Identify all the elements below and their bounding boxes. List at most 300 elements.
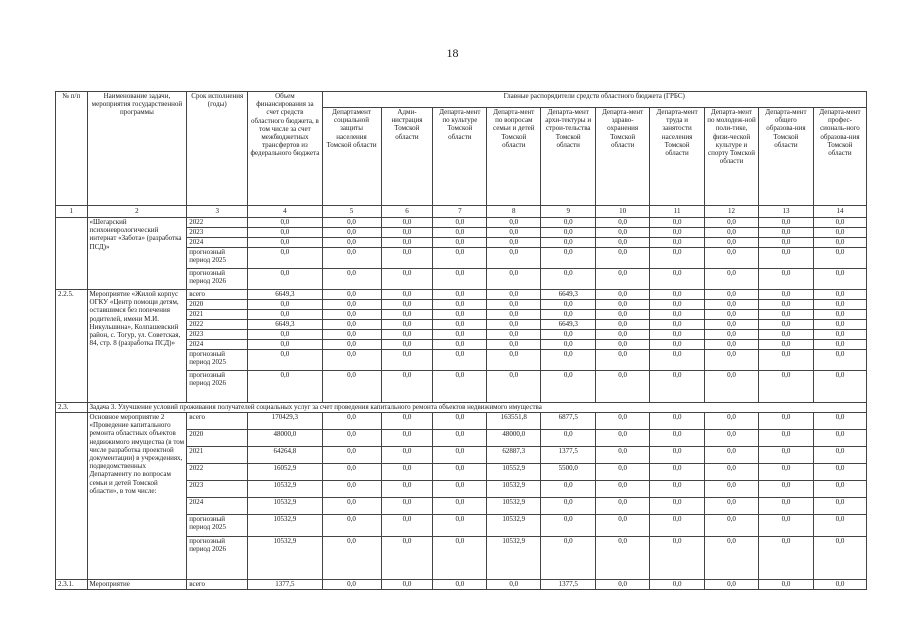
row-value: 0,0: [705, 290, 759, 300]
row-value: 0,0: [650, 413, 705, 430]
header-volume: Объем финансирования за счет средств областного бюджета, в том числе за счет межбюджетных трансфертов из федерального бюджета: [248, 92, 322, 206]
row-value: 0,0: [813, 300, 866, 310]
row-value: 0,0: [487, 371, 541, 403]
row-value: 0,0: [541, 330, 596, 340]
row-value: 0,0: [322, 248, 381, 269]
row-value: 0,0: [596, 330, 650, 340]
row-period: 2020: [187, 300, 248, 310]
row-value: 0,0: [322, 430, 381, 447]
row-value: 0,0: [248, 300, 322, 310]
row-value: 170429,3: [248, 413, 322, 430]
row-value: 0,0: [650, 537, 705, 580]
header-grbs-9: Департа-мент общего образова-ния Томской области: [758, 108, 813, 206]
row-value: 0,0: [705, 537, 759, 580]
row-value: 0,0: [322, 498, 381, 515]
row-value: 0,0: [705, 218, 759, 228]
row-value: 0,0: [381, 238, 433, 248]
row-value: 0,0: [381, 350, 433, 371]
row-value: 0,0: [433, 447, 487, 464]
row-value: 0,0: [650, 290, 705, 300]
table-row: [56, 413, 867, 430]
row-value: 0,0: [541, 340, 596, 350]
row-value: 0,0: [596, 340, 650, 350]
header-period: Срок исполнения (годы): [187, 92, 248, 206]
header-index-cell: 4: [248, 206, 322, 218]
row-period: 2022: [187, 218, 248, 228]
row-value: 0,0: [650, 300, 705, 310]
row-period: 2021: [187, 310, 248, 320]
row-value: 0,0: [705, 481, 759, 498]
row-value: 0,0: [813, 340, 866, 350]
row-value: 0,0: [596, 320, 650, 330]
row-value: 10532,9: [487, 537, 541, 580]
table-body: [56, 218, 867, 590]
row-value: 0,0: [705, 248, 759, 269]
row-value: 0,0: [248, 350, 322, 371]
row-value: 0,0: [322, 447, 381, 464]
row-value: 0,0: [596, 248, 650, 269]
row-value: 0,0: [322, 218, 381, 228]
row-value: 0,0: [813, 515, 866, 537]
row-value: 0,0: [541, 537, 596, 580]
table-row: [56, 580, 867, 590]
row-period: 2024: [187, 238, 248, 248]
header-index-cell: 13: [758, 206, 813, 218]
row-value: 0,0: [322, 320, 381, 330]
row-value: 0,0: [322, 310, 381, 320]
row-period: 2022: [187, 320, 248, 330]
row-value: 10532,9: [248, 498, 322, 515]
row-value: 0,0: [758, 238, 813, 248]
row-value: 64264,8: [248, 447, 322, 464]
row-value: 0,0: [487, 228, 541, 238]
row-period: 2023: [187, 330, 248, 340]
row-value: 0,0: [813, 430, 866, 447]
row-value: 0,0: [705, 269, 759, 290]
row-value: 6649,3: [248, 320, 322, 330]
row-value: 0,0: [596, 269, 650, 290]
row-value: 0,0: [381, 320, 433, 330]
header-grbs-4: Департа-мент по вопросам семьи и детей Томской области: [487, 108, 541, 206]
row-value: 0,0: [650, 248, 705, 269]
row-value: 0,0: [758, 498, 813, 515]
row-value: 0,0: [381, 464, 433, 481]
row-value: 0,0: [381, 248, 433, 269]
row-value: 0,0: [813, 413, 866, 430]
row-value: 0,0: [705, 447, 759, 464]
row-value: 0,0: [381, 290, 433, 300]
row-value: 0,0: [541, 371, 596, 403]
row-value: 0,0: [650, 350, 705, 371]
row-value: 0,0: [758, 430, 813, 447]
row-value: 0,0: [381, 515, 433, 537]
row-value: 0,0: [596, 371, 650, 403]
row-value: 0,0: [433, 515, 487, 537]
row-period: всего: [187, 580, 248, 590]
row-value: 0,0: [248, 371, 322, 403]
row-value: 0,0: [322, 464, 381, 481]
row-value: 0,0: [433, 330, 487, 340]
row-value: 0,0: [813, 320, 866, 330]
row-value: 0,0: [433, 413, 487, 430]
task-text: Задача 3. Улучшение условий проживания получателей социальных услуг за счет проведения капитального ремонта объектов недвижимого имущества: [87, 403, 866, 413]
row-value: 0,0: [487, 290, 541, 300]
row-value: 0,0: [248, 218, 322, 228]
row-value: 0,0: [813, 464, 866, 481]
row-value: 0,0: [596, 218, 650, 228]
row-value: 0,0: [813, 228, 866, 238]
row-value: 0,0: [650, 371, 705, 403]
row-value: 0,0: [433, 320, 487, 330]
row-value: 0,0: [381, 269, 433, 290]
row-value: 0,0: [758, 515, 813, 537]
row-value: 0,0: [813, 537, 866, 580]
row-value: 0,0: [758, 310, 813, 320]
header-index-cell: 8: [487, 206, 541, 218]
row-value: 0,0: [705, 580, 759, 590]
row-value: 0,0: [758, 248, 813, 269]
row-value: 0,0: [813, 269, 866, 290]
row-value: 0,0: [813, 290, 866, 300]
row-value: 6649,3: [248, 290, 322, 300]
row-value: 0,0: [433, 340, 487, 350]
row-value: 10532,9: [248, 515, 322, 537]
row-value: 0,0: [248, 340, 322, 350]
row-value: 0,0: [381, 330, 433, 340]
row-value: 0,0: [758, 340, 813, 350]
row-value: 0,0: [322, 238, 381, 248]
row-value: 0,0: [650, 515, 705, 537]
row-value: 0,0: [541, 310, 596, 320]
row-number: [56, 218, 88, 290]
row-value: 0,0: [322, 290, 381, 300]
header-index-cell: 9: [541, 206, 596, 218]
row-value: 163551,8: [487, 413, 541, 430]
row-value: 0,0: [650, 310, 705, 320]
row-period: прогнозный период 2026: [187, 371, 248, 403]
row-period: 2023: [187, 481, 248, 498]
row-value: 0,0: [322, 537, 381, 580]
row-value: 0,0: [381, 481, 433, 498]
row-value: 0,0: [433, 464, 487, 481]
row-value: 0,0: [487, 238, 541, 248]
row-value: 48000,0: [248, 430, 322, 447]
header-index-cell: 7: [433, 206, 487, 218]
header-index-cell: 5: [322, 206, 381, 218]
row-value: 0,0: [596, 228, 650, 238]
row-value: 48000,0: [487, 430, 541, 447]
row-period: 2023: [187, 228, 248, 238]
header-index-cell: 6: [381, 206, 433, 218]
row-value: 0,0: [541, 300, 596, 310]
row-value: 0,0: [813, 498, 866, 515]
row-name: «Шегарский психоневрологический интернат «Забота» (разработка ПСД)»: [87, 218, 187, 290]
row-value: 0,0: [433, 300, 487, 310]
row-value: 0,0: [487, 320, 541, 330]
header-grbs-6: Департа-мент здраво-охранения Томской области: [596, 108, 650, 206]
row-value: 0,0: [813, 447, 866, 464]
row-value: 0,0: [381, 300, 433, 310]
row-value: 0,0: [705, 330, 759, 340]
row-value: 0,0: [433, 228, 487, 238]
row-value: 0,0: [248, 269, 322, 290]
header-index-cell: 1: [56, 206, 88, 218]
header-grbs-1: Департамент социальной защиты населения Томской области: [322, 108, 381, 206]
row-number: [56, 413, 88, 580]
row-value: 0,0: [541, 228, 596, 238]
row-value: 0,0: [433, 580, 487, 590]
row-name: Мероприятие: [87, 580, 187, 590]
row-period: всего: [187, 290, 248, 300]
row-value: 0,0: [433, 498, 487, 515]
row-value: 0,0: [322, 269, 381, 290]
row-period: 2020: [187, 430, 248, 447]
row-value: 0,0: [322, 481, 381, 498]
row-period: 2022: [187, 464, 248, 481]
row-value: 0,0: [381, 413, 433, 430]
row-value: 0,0: [758, 228, 813, 238]
row-value: 0,0: [596, 238, 650, 248]
row-value: 0,0: [596, 481, 650, 498]
row-value: 62887,3: [487, 447, 541, 464]
row-value: 0,0: [650, 269, 705, 290]
row-value: 0,0: [596, 350, 650, 371]
row-value: 0,0: [813, 310, 866, 320]
header-grbs-10: Департа-мент профес-сиональ-ного образова-ния Томской области: [813, 108, 866, 206]
row-value: 0,0: [487, 350, 541, 371]
row-value: 0,0: [596, 447, 650, 464]
row-value: 6649,3: [541, 320, 596, 330]
row-value: 0,0: [650, 218, 705, 228]
budget-table: [55, 91, 867, 590]
page-number: 18: [446, 46, 459, 60]
row-value: 0,0: [758, 464, 813, 481]
header-grbs-5: Департа-мент архи-тектуры и строи-тельства Томской области: [541, 108, 596, 206]
row-value: 10532,9: [487, 498, 541, 515]
row-value: 0,0: [322, 228, 381, 238]
row-value: 0,0: [650, 238, 705, 248]
table-row: [56, 218, 867, 228]
row-value: 0,0: [758, 447, 813, 464]
row-value: 0,0: [541, 238, 596, 248]
row-value: 0,0: [758, 580, 813, 590]
row-value: 0,0: [487, 330, 541, 340]
header-name: Наименование задачи, мероприятия государственной программы: [87, 92, 187, 206]
row-value: 0,0: [248, 248, 322, 269]
row-value: 0,0: [541, 481, 596, 498]
row-value: 0,0: [705, 228, 759, 238]
row-value: 0,0: [758, 330, 813, 340]
row-name: Мероприятие «Жилой корпус ОГКУ «Центр помощи детям, оставшимся без попечения родителей, имени М.И. Никульшина», Колпашевский район, с. Тогур, ул. Советская, 84, стр. 8 (разработка ПСД)»: [87, 290, 187, 403]
header-grbs-title: Главные распорядители средств областного бюджета (ГРБС): [322, 92, 866, 108]
row-value: 0,0: [541, 218, 596, 228]
row-value: 0,0: [433, 371, 487, 403]
row-value: 0,0: [381, 580, 433, 590]
row-value: 0,0: [433, 238, 487, 248]
row-value: 0,0: [596, 430, 650, 447]
row-period: 2024: [187, 498, 248, 515]
row-value: 0,0: [248, 228, 322, 238]
table-header: [56, 92, 867, 218]
row-value: 0,0: [705, 300, 759, 310]
header-index-row: [56, 206, 867, 218]
row-value: 0,0: [381, 498, 433, 515]
row-value: 0,0: [650, 228, 705, 238]
row-value: 0,0: [248, 238, 322, 248]
row-value: 0,0: [758, 218, 813, 228]
row-value: 0,0: [433, 310, 487, 320]
row-value: 0,0: [433, 430, 487, 447]
row-period: прогнозный период 2025: [187, 350, 248, 371]
row-value: 0,0: [322, 371, 381, 403]
header-index-cell: 3: [187, 206, 248, 218]
row-value: 0,0: [758, 290, 813, 300]
row-value: 0,0: [381, 340, 433, 350]
row-value: 0,0: [705, 464, 759, 481]
header-num: № п/п: [56, 92, 88, 206]
row-value: 6877,5: [541, 413, 596, 430]
row-value: 0,0: [813, 248, 866, 269]
row-value: 0,0: [596, 413, 650, 430]
row-number: 2.2.5.: [56, 290, 88, 403]
row-value: 0,0: [813, 580, 866, 590]
row-value: 0,0: [705, 320, 759, 330]
row-value: 1377,5: [541, 447, 596, 464]
row-period: 2021: [187, 447, 248, 464]
row-value: 0,0: [322, 413, 381, 430]
row-value: 0,0: [487, 340, 541, 350]
row-value: 0,0: [705, 340, 759, 350]
header-grbs-8: Департа-мент по молодеж-ной поли-тике, физи-ческой культуре и спорту Томской области: [705, 108, 759, 206]
row-value: 0,0: [758, 537, 813, 580]
row-value: 0,0: [487, 300, 541, 310]
row-value: 0,0: [705, 515, 759, 537]
row-value: 0,0: [381, 537, 433, 580]
row-period: прогнозный период 2025: [187, 515, 248, 537]
row-value: 0,0: [758, 413, 813, 430]
header-index-cell: 12: [705, 206, 759, 218]
header-grbs-2: Адми-нистрация Томской области: [381, 108, 433, 206]
row-period: прогнозный период 2025: [187, 248, 248, 269]
row-value: 0,0: [705, 430, 759, 447]
row-period: 2024: [187, 340, 248, 350]
row-value: 0,0: [705, 350, 759, 371]
row-value: 0,0: [381, 228, 433, 238]
row-value: 0,0: [381, 218, 433, 228]
header-index-cell: 14: [813, 206, 866, 218]
row-value: 0,0: [541, 269, 596, 290]
row-value: 0,0: [650, 320, 705, 330]
row-value: 0,0: [596, 537, 650, 580]
row-value: 0,0: [596, 290, 650, 300]
row-value: 0,0: [433, 218, 487, 228]
row-value: 0,0: [813, 350, 866, 371]
row-value: 10532,9: [487, 481, 541, 498]
row-value: 0,0: [705, 238, 759, 248]
row-value: 0,0: [433, 481, 487, 498]
row-value: 0,0: [541, 350, 596, 371]
row-value: 0,0: [433, 248, 487, 269]
row-value: 0,0: [596, 464, 650, 481]
header-grbs-7: Департа-мент труда и занятости населения Томской области: [650, 108, 705, 206]
row-value: 1377,5: [248, 580, 322, 590]
row-value: 1377,5: [541, 580, 596, 590]
row-value: 0,0: [487, 310, 541, 320]
table-row: [56, 290, 867, 300]
row-value: 0,0: [541, 430, 596, 447]
row-value: 10552,9: [487, 464, 541, 481]
row-name: Основное мероприятие 2 «Проведение капитального ремонта областных объектов недвижимого имущества (в том числе разработка проектной документации) в учреждениях, подведомственных Департаменту по вопросам семьи и детей Томской области», в том числе:: [87, 413, 187, 580]
row-value: 0,0: [433, 290, 487, 300]
row-value: 0,0: [487, 269, 541, 290]
row-period: всего: [187, 413, 248, 430]
row-value: 0,0: [381, 430, 433, 447]
row-value: 0,0: [758, 320, 813, 330]
row-value: 0,0: [248, 310, 322, 320]
task-number: 2.3.: [56, 403, 88, 413]
row-value: 0,0: [381, 310, 433, 320]
row-value: 0,0: [650, 447, 705, 464]
row-value: 0,0: [433, 350, 487, 371]
row-value: 6649,3: [541, 290, 596, 300]
header-index-cell: 10: [596, 206, 650, 218]
row-value: 0,0: [596, 300, 650, 310]
row-value: 10532,9: [248, 537, 322, 580]
row-value: 0,0: [596, 310, 650, 320]
row-value: 0,0: [322, 330, 381, 340]
row-value: 0,0: [248, 330, 322, 340]
row-value: 0,0: [813, 481, 866, 498]
row-value: 0,0: [322, 580, 381, 590]
header-index-cell: 11: [650, 206, 705, 218]
row-value: 0,0: [322, 515, 381, 537]
row-value: 0,0: [433, 269, 487, 290]
header-grbs-3: Департа-мент по культуре Томской области: [433, 108, 487, 206]
header-index-cell: 2: [87, 206, 187, 218]
task-row: [56, 403, 867, 413]
row-value: 0,0: [813, 218, 866, 228]
row-value: 0,0: [650, 498, 705, 515]
row-value: 0,0: [813, 238, 866, 248]
row-value: 0,0: [758, 481, 813, 498]
row-value: 0,0: [541, 248, 596, 269]
row-value: 0,0: [487, 248, 541, 269]
row-value: 0,0: [381, 447, 433, 464]
row-value: 0,0: [650, 430, 705, 447]
row-value: 0,0: [705, 371, 759, 403]
row-value: 0,0: [813, 330, 866, 340]
row-value: 0,0: [705, 498, 759, 515]
row-number: 2.3.1.: [56, 580, 88, 590]
row-value: 0,0: [758, 371, 813, 403]
row-value: 0,0: [487, 218, 541, 228]
row-value: 0,0: [433, 537, 487, 580]
row-value: 0,0: [322, 300, 381, 310]
row-value: 10532,9: [487, 515, 541, 537]
row-value: 0,0: [758, 350, 813, 371]
row-period: прогнозный период 2026: [187, 537, 248, 580]
row-value: 0,0: [541, 515, 596, 537]
row-value: 0,0: [758, 300, 813, 310]
row-value: 0,0: [650, 340, 705, 350]
row-value: 10532,9: [248, 481, 322, 498]
row-value: 0,0: [381, 371, 433, 403]
row-value: 16052,9: [248, 464, 322, 481]
row-value: 0,0: [650, 330, 705, 340]
row-value: 0,0: [813, 371, 866, 403]
row-value: 0,0: [596, 498, 650, 515]
row-value: 5500,0: [541, 464, 596, 481]
